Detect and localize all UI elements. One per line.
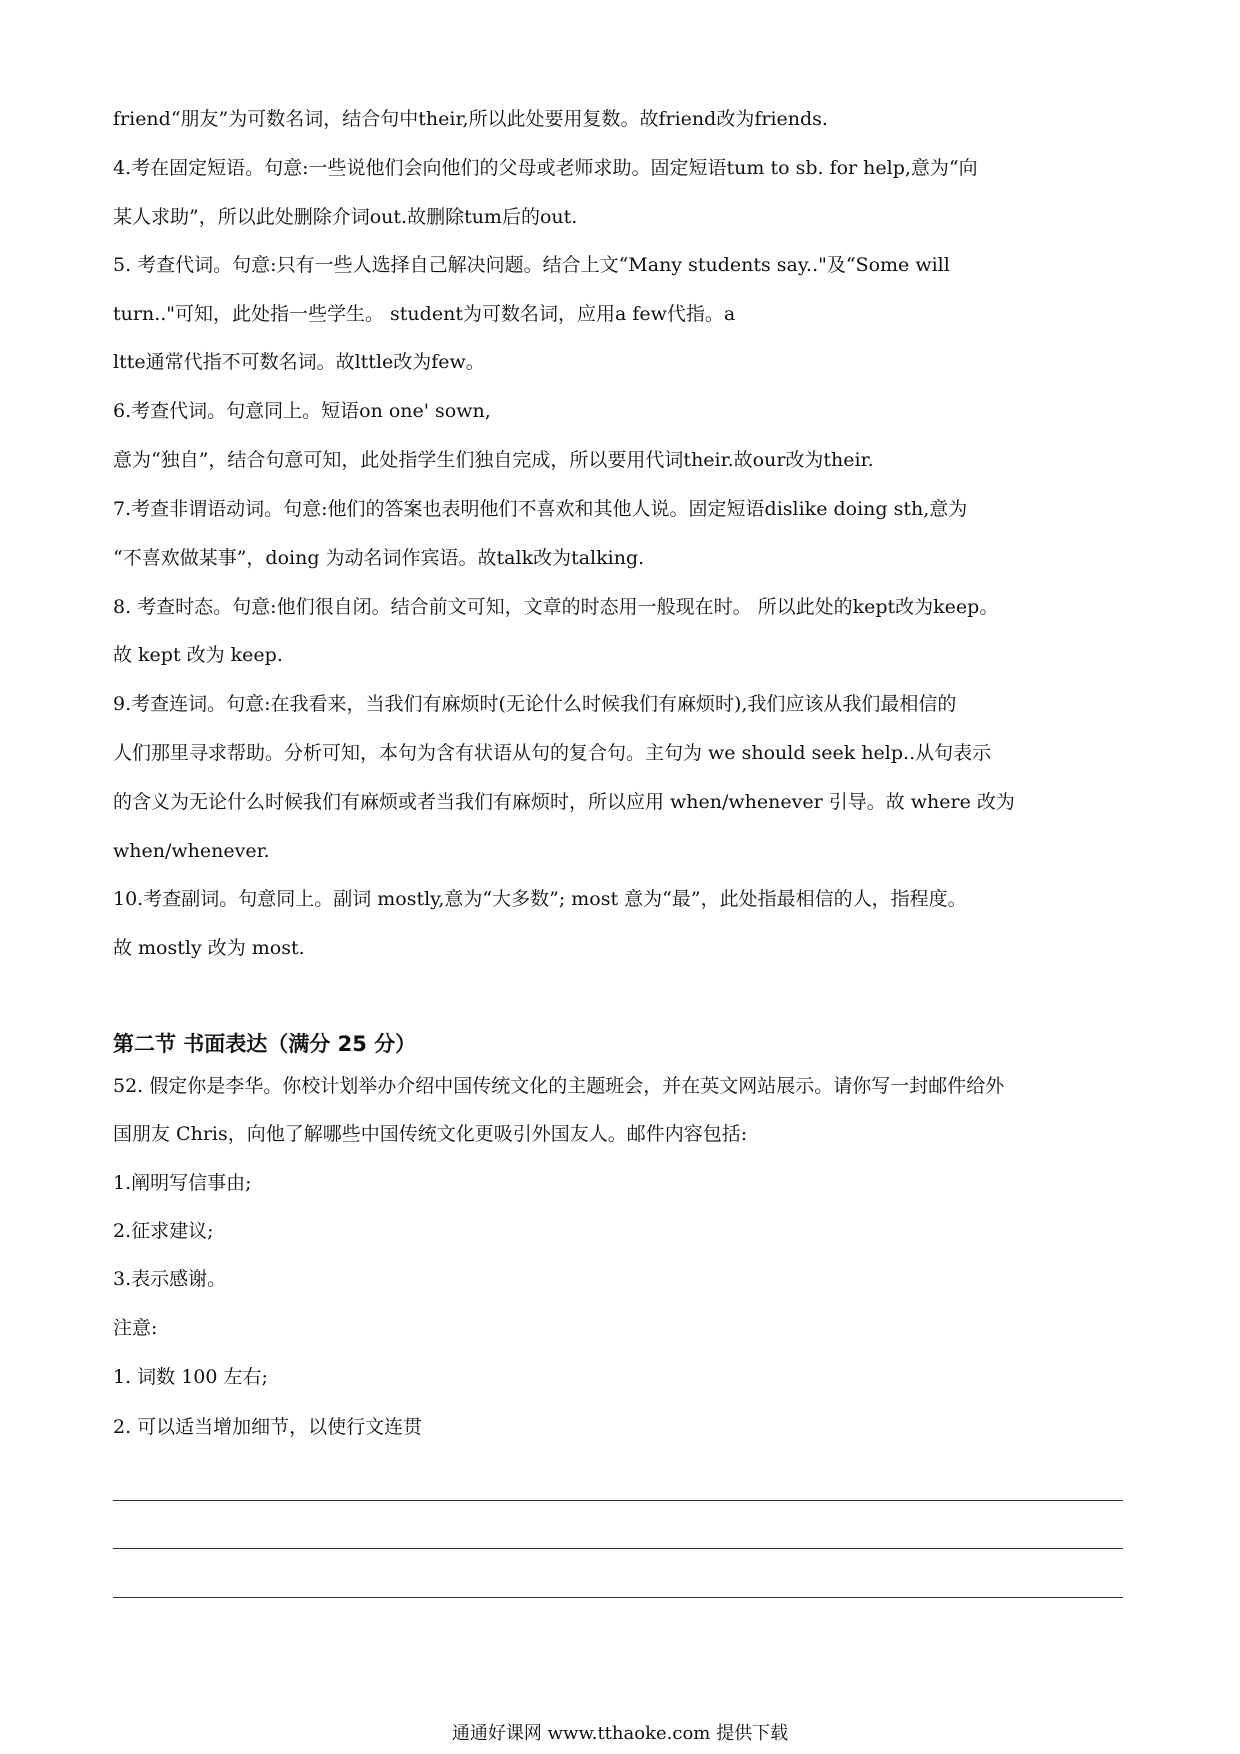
explanation-line: 8. 考查时态。句意:他们很自闭。结合前文可知，文章的时态用一般现在时。 所以此处的kept改为keep。 — [113, 596, 999, 618]
task-line: 注意: — [113, 1317, 158, 1339]
explanation-line: friend“朋友”为可数名词，结合句中their,所以此处要用复数。故friend改为friends. — [113, 108, 828, 130]
task-line: 1. 词数 100 左右; — [113, 1366, 268, 1388]
explanation-line: turn.."可知，此处指一些学生。 student为可数名词，应用a few代指。a — [113, 303, 736, 325]
task-line: 国朋友 Chris，向他了解哪些中国传统文化更吸引外国友人。邮件内容包括: — [113, 1123, 748, 1145]
explanation-line: 的含义为无论什么时候我们有麻烦或者当我们有麻烦时，所以应用 when/whenever 引导。故 where 改为 — [113, 791, 1015, 813]
explanation-line: 意为“独自”，结合句意可知，此处指学生们独自完成，所以要用代词their.故our改为their. — [113, 449, 874, 471]
answer-line — [113, 1548, 1123, 1549]
task-line: 52. 假定你是李华。你校计划举办介绍中国传统文化的主题班会，并在英文网站展示。请你写一封邮件给外 — [113, 1075, 1005, 1097]
task-line: 2. 可以适当增加细节，以使行文连贯 — [113, 1416, 423, 1438]
explanation-line: 10.考查副词。句意同上。副词 mostly,意为“大多数”; most 意为“最”，此处指最相信的人，指程度。 — [113, 888, 967, 910]
explanation-line: 某人求助”，所以此处删除介词out.故删除tum后的out. — [113, 206, 578, 228]
explanation-line: when/whenever. — [113, 840, 270, 862]
task-line: 2.征求建议; — [113, 1220, 214, 1242]
explanation-line: 故 kept 改为 keep. — [113, 644, 283, 666]
explanation-line: 4.考在固定短语。句意:一些说他们会向他们的父母或老师求助。固定短语tum to sb. for help,意为“向 — [113, 157, 978, 179]
answer-line — [113, 1500, 1123, 1501]
section-title: 第二节 书面表达（满分 25 分） — [113, 1032, 417, 1056]
task-line: 3.表示感谢。 — [113, 1268, 227, 1290]
answer-line — [113, 1597, 1123, 1598]
explanation-line: 7.考查非谓语动词。句意:他们的答案也表明他们不喜欢和其他人说。固定短语dislike doing sth,意为 — [113, 498, 968, 520]
page-footer: 通通好课网 www.tthaoke.com 提供下载 — [451, 1723, 789, 1744]
explanation-line: 故 mostly 改为 most. — [113, 937, 305, 959]
task-line: 1.阐明写信事由; — [113, 1172, 252, 1194]
explanation-line: 5. 考查代词。句意:只有一些人选择自己解决问题。结合上文“Many students say.."及“Some will — [113, 254, 950, 276]
explanation-line: 6.考查代词。句意同上。短语on one' sown, — [113, 400, 491, 422]
explanation-line: ltte通常代指不可数名词。故lttle改为few。 — [113, 351, 485, 373]
explanation-line: 人们那里寻求帮助。分析可知，本句为含有状语从句的复合句。主句为 we should seek help..从句表示 — [113, 742, 992, 764]
explanation-line: “不喜欢做某事”，doing 为动名词作宾语。故talk改为talking. — [113, 547, 645, 569]
explanation-line: 9.考查连词。句意:在我看来，当我们有麻烦时(无论什么时候我们有麻烦时),我们应该从我们最相信的 — [113, 693, 957, 715]
